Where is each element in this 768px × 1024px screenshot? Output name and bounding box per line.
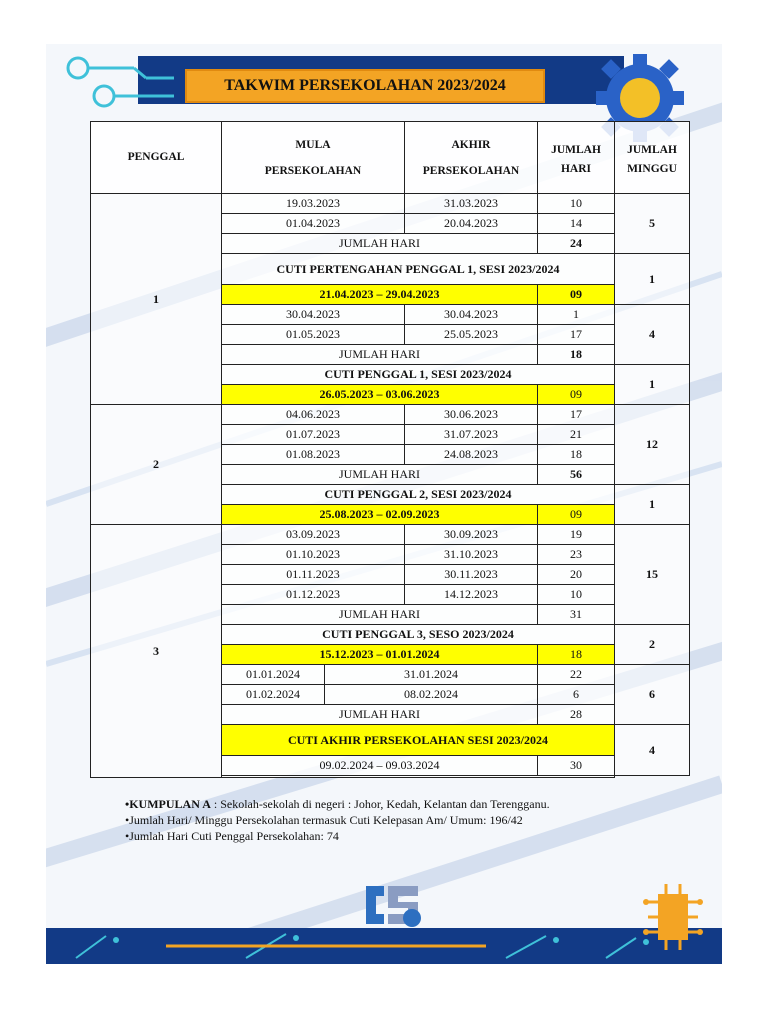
penggal-2-label: 2 [91, 405, 222, 525]
mula-cell: 01.05.2023 [222, 325, 405, 345]
holiday-title: CUTI PENGGAL 1, SESI 2023/2024 [222, 365, 615, 385]
jumlah-hari-label: JUMLAH HARI [222, 465, 538, 485]
minggu-cell: 5 [615, 194, 690, 254]
hari-cell: 23 [538, 545, 615, 565]
akhir-cell: 30.11.2023 [405, 565, 538, 585]
akhir-cell: 30.09.2023 [405, 525, 538, 545]
total-hari-cell: 56 [538, 465, 615, 485]
page-title: TAKWIM PERSEKOLAHAN 2023/2024 [224, 77, 506, 94]
jumlah-hari-label: JUMLAH HARI [222, 605, 538, 625]
mula-cell: 30.04.2023 [222, 305, 405, 325]
circuit-left-icon [64, 52, 184, 112]
akhir-cell: 31.10.2023 [405, 545, 538, 565]
holiday-hari-cell: 30 [538, 756, 615, 776]
hari-cell: 14 [538, 214, 615, 234]
circuit-footer-decoration [46, 928, 722, 964]
minggu-cell: 6 [615, 665, 690, 725]
akhir-cell: 14.12.2023 [405, 585, 538, 605]
header-mula: MULA PERSEKOLAHAN [222, 122, 405, 194]
table-row [91, 525, 690, 545]
title-banner [185, 69, 545, 103]
minggu-cell: 1 [615, 365, 690, 405]
hari-cell: 19 [538, 525, 615, 545]
jumlah-hari-label: JUMLAH HARI [222, 345, 538, 365]
logo-icon [358, 880, 424, 930]
mula-cell: 19.03.2023 [222, 194, 405, 214]
notes [125, 796, 705, 844]
hari-cell: 17 [538, 405, 615, 425]
hari-cell: 1 [538, 305, 615, 325]
holiday-hari-cell: 09 [538, 505, 615, 525]
mula-cell: 03.09.2023 [222, 525, 405, 545]
hari-cell: 10 [538, 585, 615, 605]
holiday-title: CUTI PERTENGAHAN PENGGAL 1, SESI 2023/2024 [222, 254, 615, 285]
holiday-dates: 09.02.2024 – 09.03.2024 [222, 756, 538, 776]
minggu-cell: 4 [615, 305, 690, 365]
holiday-dates: 15.12.2023 – 01.01.2024 [222, 645, 538, 665]
penggal-3-label: 3 [91, 525, 222, 778]
akhir-cell: 20.04.2023 [405, 214, 538, 234]
holiday-title: CUTI PENGGAL 3, SESO 2023/2024 [222, 625, 615, 645]
chip-icon [638, 882, 708, 952]
akhir-cell: 31.07.2023 [405, 425, 538, 445]
hari-cell: 20 [538, 565, 615, 585]
minggu-cell: 1 [615, 254, 690, 305]
akhir-cell: 25.05.2023 [405, 325, 538, 345]
table-row [91, 194, 690, 214]
total-hari-cell: 31 [538, 605, 615, 625]
jumlah-hari-label: JUMLAH HARI [222, 234, 538, 254]
hari-cell: 17 [538, 325, 615, 345]
header-akhir: AKHIR PERSEKOLAHAN [405, 122, 538, 194]
header-jumlah-minggu: JUMLAH MINGGU [615, 122, 690, 194]
akhir-cell: 31.01.2024 [325, 665, 538, 685]
hari-cell: 21 [538, 425, 615, 445]
mula-cell: 04.06.2023 [222, 405, 405, 425]
mula-cell: 01.10.2023 [222, 545, 405, 565]
hari-cell: 6 [538, 685, 615, 705]
table-header-row [91, 122, 690, 194]
holiday-dates: 21.04.2023 – 29.04.2023 [222, 285, 538, 305]
table-row [91, 405, 690, 425]
holiday-hari-cell: 18 [538, 645, 615, 665]
mula-cell: 01.04.2023 [222, 214, 405, 234]
holiday-dates: 26.05.2023 – 03.06.2023 [222, 385, 538, 405]
calendar-page [46, 44, 722, 964]
jumlah-hari-label: JUMLAH HARI [222, 705, 538, 725]
total-hari-cell: 18 [538, 345, 615, 365]
hari-cell: 18 [538, 445, 615, 465]
holiday-title: CUTI PENGGAL 2, SESI 2023/2024 [222, 485, 615, 505]
minggu-cell: 2 [615, 625, 690, 665]
hari-cell: 10 [538, 194, 615, 214]
mula-cell: 01.07.2023 [222, 425, 405, 445]
mula-cell: 01.01.2024 [222, 665, 325, 685]
header-jumlah-hari: JUMLAH HARI [538, 122, 615, 194]
minggu-cell: 15 [615, 525, 690, 625]
total-hari-cell: 28 [538, 705, 615, 725]
holiday-title: CUTI AKHIR PERSEKOLAHAN SESI 2023/2024 [222, 725, 615, 756]
penggal-1-label: 1 [91, 194, 222, 405]
mula-cell: 01.11.2023 [222, 565, 405, 585]
header-penggal: PENGGAL [91, 122, 222, 194]
note-cuti-penggal: •Jumlah Hari Cuti Penggal Persekolahan: 74 [125, 829, 339, 843]
calendar-table [90, 121, 690, 778]
mula-cell: 01.12.2023 [222, 585, 405, 605]
holiday-dates: 25.08.2023 – 02.09.2023 [222, 505, 538, 525]
minggu-cell: 4 [615, 725, 690, 776]
akhir-cell: 31.03.2023 [405, 194, 538, 214]
note-jumlah-hari-minggu: •Jumlah Hari/ Minggu Persekolahan termasuk Cuti Kelepasan Am/ Umum: 196/42 [125, 813, 523, 827]
hari-cell: 22 [538, 665, 615, 685]
mula-cell: 01.08.2023 [222, 445, 405, 465]
minggu-cell: 12 [615, 405, 690, 485]
akhir-cell: 08.02.2024 [325, 685, 538, 705]
akhir-cell: 30.06.2023 [405, 405, 538, 425]
holiday-hari-cell: 09 [538, 285, 615, 305]
note-kumpulan: •KUMPULAN A : Sekolah-sekolah di negeri : Johor, Kedah, Kelantan dan Terengganu. [125, 797, 550, 811]
akhir-cell: 30.04.2023 [405, 305, 538, 325]
holiday-hari-cell: 09 [538, 385, 615, 405]
akhir-cell: 24.08.2023 [405, 445, 538, 465]
mula-cell: 01.02.2024 [222, 685, 325, 705]
total-hari-cell: 24 [538, 234, 615, 254]
minggu-cell: 1 [615, 485, 690, 525]
